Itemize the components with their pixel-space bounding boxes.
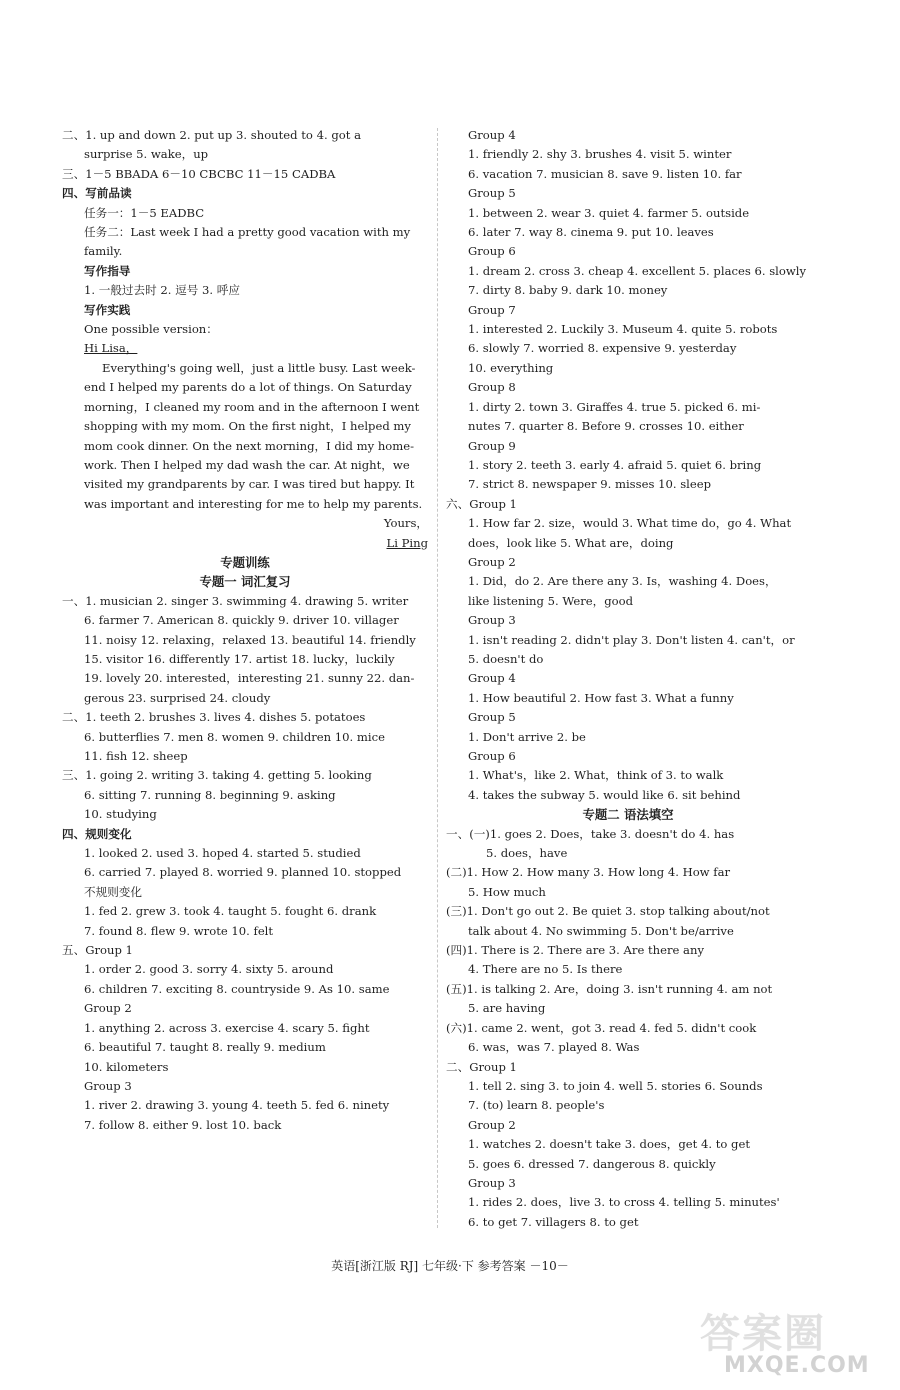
answer-line: 6. children 7. exciting 8. countryside 9. As 10. same (84, 981, 390, 996)
answer-line: 6. farmer 7. American 8. quickly 9. driver 10. villager (84, 613, 399, 628)
answer-line: Group 8 (468, 380, 516, 395)
answer-line: 任务二：Last week I had a pretty good vacation with my (84, 225, 411, 240)
answer-line: Everything's going well，just a little busy. Last week- (102, 360, 416, 375)
answer-line: 1. How far 2. size，would 3. What time do，go 4. What (468, 516, 792, 531)
answer-line: Group 3 (468, 1175, 516, 1190)
answer-line: 四、规则变化 (62, 826, 132, 841)
watermark-logo (700, 1302, 896, 1386)
answer-line: 6. vacation 7. musician 8. save 9. listen 10. far (468, 166, 742, 181)
answer-line: 六、Group 1 (446, 496, 517, 511)
answer-line: 7. found 8. flew 9. wrote 10. felt (84, 923, 274, 938)
answer-line: (六)1. came 2. went，got 3. read 4. fed 5. didn't cook (446, 1020, 757, 1035)
answer-line: 10. everything (468, 360, 554, 375)
answer-line: Group 6 (468, 749, 516, 763)
answer-line: 1. tell 2. sing 3. to join 4. well 5. stories 6. Sounds (468, 1078, 763, 1093)
answer-line: 三、1. going 2. writing 3. taking 4. getting 5. looking (62, 768, 372, 783)
answer-line: 不规则变化 (84, 884, 142, 899)
answer-line: 1. What's，like 2. What，think of 3. to walk (468, 768, 724, 783)
answer-line: 1. anything 2. across 3. exercise 4. scary 5. fight (84, 1020, 370, 1035)
answer-line: 1. order 2. good 3. sorry 4. sixty 5. around (84, 962, 334, 977)
answer-line: (二)1. How 2. How many 3. How long 4. How far (446, 865, 731, 880)
answer-line: 7. follow 8. either 9. lost 10. back (84, 1117, 282, 1132)
answer-line: Group 4 (468, 128, 516, 142)
answer-line: 10. studying (84, 807, 157, 822)
answer-line: Group 2 (84, 1001, 132, 1016)
answer-line: 三、1－5 BBADA 6－10 CBCBC 11－15 CADBA (62, 166, 336, 181)
answer-line: talk about 4. No swimming 5. Don't be/arrive (468, 923, 734, 938)
answer-line: family. (84, 244, 123, 259)
answer-line: Li Ping (386, 535, 428, 550)
answer-line: 7. (to) learn 8. people's (468, 1098, 605, 1113)
answer-line: Group 3 (468, 613, 516, 628)
answer-line: 6. sitting 7. running 8. beginning 9. asking (84, 787, 336, 802)
answer-line: 1. isn't reading 2. didn't play 3. Don't listen 4. can't，or (468, 632, 795, 647)
answer-line: Group 7 (468, 302, 516, 317)
answer-line: 一、(一)1. goes 2. Does，take 3. doesn't do 4. has (446, 826, 735, 841)
answer-line: 1. interested 2. Luckily 3. Museum 4. quite 5. robots (468, 322, 778, 337)
answer-line: (三)1. Don't go out 2. Be quiet 3. stop talking about/not (446, 904, 770, 919)
answer-line: 7. strict 8. newspaper 9. misses 10. sleep (468, 477, 712, 492)
answer-line: 任务一：1－5 EADBC (84, 205, 205, 220)
answer-line: does，look like 5. What are，doing (468, 535, 674, 550)
answer-line: Group 3 (84, 1078, 132, 1093)
right-answer-column (446, 126, 810, 1232)
answer-line: 6. to get 7. villagers 8. to get (468, 1214, 639, 1229)
answer-line: 1. fed 2. grew 3. took 4. taught 5. fought 6. drank (84, 904, 377, 919)
answer-line: 5. goes 6. dressed 7. dangerous 8. quickly (468, 1156, 716, 1171)
answer-line: 6. beautiful 7. taught 8. really 9. medium (84, 1040, 326, 1055)
answer-line: 1. Did，do 2. Are there any 3. Is，washing 4. Does， (468, 574, 777, 589)
answer-line: 5. doesn't do (468, 651, 544, 666)
answer-line: 四、写前品读 (62, 186, 132, 201)
answer-line: (四)1. There is 2. There are 3. Are there any (446, 943, 704, 958)
answer-line: surprise 5. wake，up (84, 147, 209, 162)
answer-line: 一、1. musician 2. singer 3. swimming 4. drawing 5. writer (62, 593, 409, 608)
answer-line: 15. visitor 16. differently 17. artist 18. lucky，luckily (84, 651, 395, 666)
answer-line: 写作实践 (84, 302, 131, 317)
answer-line: work. Then I helped my dad wash the car. At night，we (84, 457, 410, 472)
answer-line: 19. lovely 20. interested，interesting 21. sunny 22. dan- (84, 671, 415, 686)
answer-line: 1. watches 2. doesn't take 3. does，get 4. to get (468, 1137, 750, 1152)
answer-line: 二、1. teeth 2. brushes 3. lives 4. dishes 5. potatoes (62, 710, 366, 725)
answer-line: Yours， (383, 516, 428, 531)
answer-line: 6. slowly 7. worried 8. expensive 9. yesterday (468, 341, 737, 356)
answer-line: 专题训练 (220, 554, 270, 570)
answer-line: 1. between 2. wear 3. quiet 4. farmer 5. outside (468, 205, 750, 220)
answer-line: 1. How beautiful 2. How fast 3. What a funny (468, 690, 734, 705)
answer-line: 1. looked 2. used 3. hoped 4. started 5. studied (84, 846, 361, 861)
answer-line: 五、Group 1 (62, 943, 133, 958)
answer-line: 11. noisy 12. relaxing，relaxed 13. beautiful 14. friendly (84, 632, 416, 647)
answer-line: Group 5 (468, 186, 516, 201)
answer-line: was important and interesting for me to help my parents. (84, 496, 423, 511)
page-footer: 英语[浙江版 RJ] 七年级·下 参考答案 －10－ (331, 1259, 569, 1273)
answer-line: 6. butterflies 7. men 8. women 9. children 10. mice (84, 729, 385, 744)
answer-line: visited my grandparents by car. I was tired but happy. It (84, 477, 415, 492)
answer-line: Group 6 (468, 244, 516, 259)
answer-line: Group 2 (468, 1117, 516, 1132)
answer-line: 5. are having (468, 1001, 546, 1016)
answer-line: 4. takes the subway 5. would like 6. sit behind (468, 787, 741, 802)
answer-line: 二、Group 1 (446, 1059, 517, 1074)
answer-line: 5. How much (468, 884, 546, 899)
answer-line: 专题二 语法填空 (582, 807, 674, 823)
answer-line: 5. does，have (486, 846, 568, 861)
answer-line: 6. was，was 7. played 8. Was (468, 1040, 640, 1055)
answer-line: Group 2 (468, 554, 516, 569)
answer-line: Group 4 (468, 671, 516, 686)
answer-line: Group 9 (468, 438, 516, 453)
watermark-bottom-text: MXQE.COM (724, 1353, 870, 1378)
answer-line: 1. dream 2. cross 3. cheap 4. excellent 5. places 6. slowly (468, 263, 807, 278)
answer-line: 6. carried 7. played 8. worried 9. planned 10. stopped (84, 865, 402, 880)
answer-line: 写作指导 (84, 263, 131, 278)
column-divider (437, 128, 438, 1228)
answer-line: morning，I cleaned my room and in the afternoon I went (84, 399, 420, 414)
answer-line: Group 5 (468, 710, 516, 725)
answer-line: shopping with my mom. On the first night，I helped my (84, 419, 411, 434)
answer-line: gerous 23. surprised 24. cloudy (84, 690, 271, 705)
answer-line: 4. There are no 5. Is there (468, 962, 623, 977)
answer-line: Hi Lisa， (84, 341, 138, 356)
answer-line: 1. dirty 2. town 3. Giraffes 4. true 5. picked 6. mi- (468, 399, 761, 414)
answer-line: (五)1. is talking 2. Are，doing 3. isn't running 4. am not (446, 981, 773, 996)
answer-line: end I helped my parents do a lot of things. On Saturday (84, 380, 412, 395)
answer-line: like listening 5. Were，good (468, 593, 634, 608)
answer-line: 1. river 2. drawing 3. young 4. teeth 5. fed 6. ninety (84, 1098, 390, 1113)
answer-line: 6. later 7. way 8. cinema 9. put 10. leaves (468, 225, 714, 240)
answer-line: 7. dirty 8. baby 9. dark 10. money (468, 283, 668, 298)
answer-line: 10. kilometers (84, 1059, 169, 1074)
answer-line: nutes 7. quarter 8. Before 9. crosses 10. either (468, 419, 744, 434)
answer-line: 11. fish 12. sheep (84, 749, 188, 763)
left-answer-column (62, 126, 428, 1135)
answer-line: 二、1. up and down 2. put up 3. shouted to 4. got a (62, 128, 361, 142)
answer-line: 1. rides 2. does，live 3. to cross 4. telling 5. minutes' (468, 1195, 780, 1210)
watermark-top-text: 答案圈 (700, 1311, 826, 1357)
answer-line: 1. friendly 2. shy 3. brushes 4. visit 5. winter (468, 147, 732, 162)
answer-line: mom cook dinner. On the next morning，I did my home- (84, 438, 415, 453)
answer-line: 1. 一般过去时 2. 逗号 3. 呼应 (84, 283, 240, 298)
answer-line: 专题一 词汇复习 (199, 574, 291, 590)
answer-line: One possible version： (84, 322, 218, 337)
answer-line: 1. story 2. teeth 3. early 4. afraid 5. quiet 6. bring (468, 457, 762, 472)
answer-line: 1. Don't arrive 2. be (468, 729, 586, 744)
